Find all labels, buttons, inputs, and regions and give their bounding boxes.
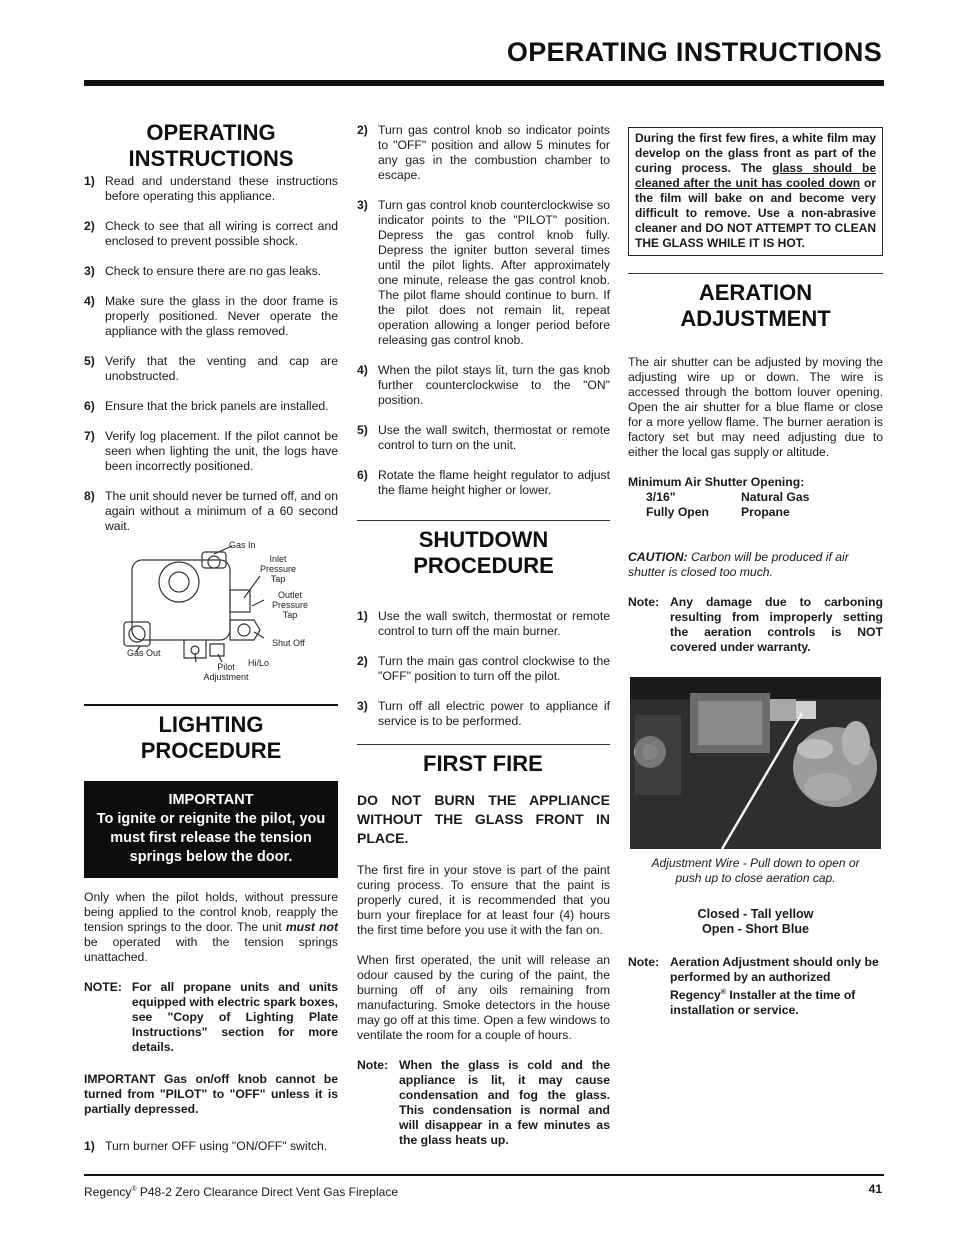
- note-label: NOTE:: [84, 980, 122, 994]
- step-number: 2): [357, 654, 368, 668]
- step-number: 2): [357, 123, 368, 137]
- list-item: [84, 1139, 338, 1154]
- step-number: 6): [84, 399, 95, 413]
- diagram-label-pilot-adjustment: Pilot Adjustment: [203, 662, 249, 682]
- step-number: 4): [357, 363, 368, 377]
- step-number: 5): [357, 423, 368, 437]
- lighting-paragraph-text: Only when the pilot holds, without pressure being applied to the control knob, reapply the tension springs to the door. The unit: [84, 890, 338, 934]
- closed-setting: Closed - Tall yellow: [697, 907, 814, 921]
- list-item: [84, 399, 338, 414]
- step-text: Ensure that the brick panels are installed.: [105, 399, 329, 413]
- diagram-label-hi-lo: Hi/Lo: [248, 658, 270, 668]
- step-number: 3): [357, 198, 368, 212]
- min-air-shutter-title: Minimum Air Shutter Opening:: [628, 475, 805, 489]
- table-row: [628, 505, 883, 520]
- step-number: 1): [84, 1139, 95, 1153]
- aeration-adjustment-photo: [630, 677, 881, 849]
- step-text: Verify log placement. If the pilot cannot be seen when lighting the unit, the logs have been incorrectly positioned.: [105, 429, 338, 473]
- step-number: 7): [84, 429, 95, 443]
- list-item: [357, 699, 610, 729]
- operating-instructions-heading: OPERATING INSTRUCTIONS: [128, 120, 294, 171]
- list-item: [357, 468, 610, 498]
- note-label: Note:: [628, 595, 660, 609]
- propane-note: [84, 980, 338, 1055]
- title-rule: [84, 80, 884, 86]
- note-text-end: Installer at the time of installation or service.: [670, 988, 856, 1018]
- caution-body: Carbon will be produced if air shutter is closed too much.: [628, 550, 849, 579]
- column-2: [357, 123, 610, 1148]
- step-text: Turn burner OFF using "ON/OFF" switch.: [105, 1139, 328, 1153]
- step-number: 4): [84, 294, 95, 308]
- gas-valve-diagram: [84, 540, 338, 690]
- step-number: 3): [84, 264, 95, 278]
- diagram-label-gas-in: Gas In: [229, 540, 256, 550]
- table-row: [628, 490, 883, 505]
- list-item: [84, 429, 338, 474]
- step-number: 3): [357, 699, 368, 713]
- lighting-steps: [84, 1139, 338, 1154]
- footer-rule: [84, 1174, 884, 1176]
- step-number: 6): [357, 468, 368, 482]
- warning-text-end: or the film will bake on and become very difficult to remove. Use a non-abrasive cleaner and DO NOT ATTEMPT TO CLEAN THE GLASS WHILE IT IS HOT.: [635, 176, 876, 250]
- important-title: IMPORTANT: [168, 792, 254, 808]
- step-number: 1): [357, 609, 368, 623]
- list-item: [357, 198, 610, 348]
- footer-registered-mark: ®: [131, 1186, 137, 1193]
- authorized-installer-note: [628, 955, 883, 1018]
- section-divider: [628, 273, 883, 274]
- step-number: 2): [84, 219, 95, 233]
- step-text: Use the wall switch, thermostat or remote control to turn off the main burner.: [378, 609, 610, 638]
- glass-cleaning-warning-box: [628, 127, 883, 256]
- open-setting: Open - Short Blue: [701, 922, 810, 936]
- diagram-label-gas-out: Gas Out: [127, 648, 161, 658]
- list-item: [357, 609, 610, 639]
- lighting-paragraph: [84, 890, 338, 965]
- note-label: Note:: [628, 955, 660, 969]
- list-item: [84, 489, 338, 534]
- section-divider: [357, 520, 610, 521]
- lighting-steps-continued: [357, 123, 610, 498]
- footer-brand: Regency: [84, 1185, 132, 1199]
- list-item: [357, 423, 610, 453]
- footer-product-name: [84, 1182, 398, 1200]
- step-text: Turn the main gas control clockwise to the "OFF" position to turn off the pilot.: [378, 654, 610, 683]
- step-text: Check to ensure there are no gas leaks.: [105, 264, 322, 278]
- first-fire-heading: FIRST FIRE: [423, 751, 543, 776]
- condensation-note: [357, 1058, 610, 1148]
- step-text: Check to see that all wiring is correct and enclosed to prevent possible shock.: [105, 219, 338, 248]
- step-text: When the pilot stays lit, turn the gas knob further counterclockwise to the "ON" position.: [378, 363, 610, 407]
- first-fire-paragraph-1: The first fire in your stove is part of the paint curing process. To ensure that the paint is properly cured, it is recommended that you burn your fireplace for at least four (4) hours the first time before you use it with the fan on.: [357, 863, 610, 937]
- list-item: [84, 264, 338, 279]
- footer-text: P48-2 Zero Clearance Direct Vent Gas Fireplace: [136, 1185, 398, 1199]
- lighting-paragraph-emphasis: must not: [285, 920, 338, 934]
- step-number: 5): [84, 354, 95, 368]
- lighting-paragraph-text-end: be operated with the tension springs unattached.: [84, 935, 338, 964]
- step-text: Turn gas control knob counterclockwise so indicator points to the "PILOT" position. Depress the gas control knob fully. Depress the igniter button several times until the pilot lights. After approximately one minute, release the gas control knob. The pilot flame should continue to burn. If the pilot does not remain lit, repeat operation allowing a longer period before releasing gas control knob.: [378, 198, 610, 347]
- step-text: The unit should never be turned off, and on again without a minimum of a 60 second wait.: [105, 489, 338, 533]
- aeration-paragraph: The air shutter can be adjusted by moving the adjusting wire up or down. The wire is accessed through the bottom louver opening. Open the air shutter for a blue flame or close for a more yellow flame. The burner aeration is factory set but may need adjusting due to either the local gas supply or altitude.: [628, 355, 883, 459]
- gas-type: Natural Gas: [741, 490, 810, 504]
- page-number: 41: [868, 1182, 882, 1196]
- step-text: Turn off all electric power to appliance if service is to be performed.: [378, 699, 610, 728]
- first-fire-warning: DO NOT BURN THE APPLIANCE WITHOUT THE GLASS FRONT IN PLACE.: [357, 792, 610, 846]
- caution-label: CAUTION:: [628, 550, 688, 564]
- step-text: Read and understand these instructions before operating this appliance.: [105, 174, 338, 203]
- note-text: Any damage due to carboning resulting from improperly setting the aeration controls is NOT covered under warranty.: [670, 595, 883, 654]
- list-item: [84, 294, 338, 339]
- column-3: [628, 127, 883, 1018]
- step-number: 8): [84, 489, 95, 503]
- diagram-label-outlet-pressure-tap: Outlet Pressure Tap: [271, 590, 308, 620]
- warning-underlined-text: glass should be cleaned after the unit has cooled down: [635, 161, 877, 190]
- list-item: [84, 219, 338, 249]
- shutdown-procedure-heading: SHUTDOWN PROCEDURE: [413, 527, 554, 578]
- step-text: Rotate the flame height regulator to adjust the flame height higher or lower.: [378, 468, 610, 497]
- shutdown-steps: [357, 609, 610, 729]
- list-item: [357, 123, 610, 183]
- adjustment-wire-photo-illustration: [630, 677, 881, 849]
- operating-steps: [84, 174, 338, 534]
- section-divider: [357, 744, 610, 745]
- diagram-label-inlet-pressure-tap: Inlet Pressure Tap: [259, 554, 296, 584]
- step-text: Make sure the glass in the door frame is properly positioned. Never operate the appliance with the glass removed.: [105, 294, 338, 338]
- caution-text: [628, 550, 883, 580]
- note-label: Note:: [357, 1058, 389, 1072]
- important-gas-knob: IMPORTANT Gas on/off knob cannot be turned from "PILOT" to "OFF" unless it is partially depressed.: [84, 1072, 338, 1116]
- step-text: Turn gas control knob so indicator points to "OFF" position and allow 5 minutes for any gas in the combustion chamber to escape.: [378, 123, 610, 182]
- list-item: [84, 174, 338, 204]
- shutter-opening: 3/16": [646, 490, 676, 504]
- section-divider: [84, 704, 338, 706]
- registered-mark: ®: [720, 989, 726, 996]
- first-fire-paragraph-2: When first operated, the unit will release an odour caused by the curing of the paint, the burning off of any oils remaining from manufacturing. Smoke detectors in the house may go off at this time. Open a few windows to ventilate the room for a couple of hours.: [357, 953, 610, 1042]
- note-text: When the glass is cold and the appliance is lit, it may cause condensation and fog the glass. This condensation is normal and will disappear in a few minutes as the glass heats up.: [399, 1058, 610, 1147]
- photo-caption: Adjustment Wire - Pull down to open or push up to close aeration cap.: [651, 856, 860, 885]
- note-text-start: Aeration Adjustment should only be performed by an authorized Regency: [670, 955, 879, 1003]
- shutter-opening: Fully Open: [646, 505, 709, 519]
- step-number: 1): [84, 174, 95, 188]
- important-notice-box: [84, 781, 338, 878]
- step-text: Verify that the venting and cap are unobstructed.: [105, 354, 338, 383]
- gas-type: Propane: [741, 505, 790, 519]
- lighting-procedure-heading: LIGHTING PROCEDURE: [140, 712, 282, 763]
- diagram-label-shut-off: Shut Off: [272, 638, 305, 648]
- step-text: Use the wall switch, thermostat or remote control to turn on the unit.: [378, 423, 610, 452]
- carboning-note: [628, 595, 883, 655]
- note-text: [670, 955, 883, 1018]
- aeration-adjustment-heading: AERATION ADJUSTMENT: [680, 280, 831, 331]
- list-item: [357, 654, 610, 684]
- list-item: [357, 363, 610, 408]
- column-1: [84, 120, 338, 1169]
- list-item: [84, 354, 338, 384]
- warning-text: During the first few fires, a white film may develop on the glass front as part of the curing process. The: [635, 131, 876, 175]
- important-text: To ignite or reignite the pilot, you must first release the tension springs below the door.: [96, 811, 326, 865]
- note-text: For all propane units and units equipped with electric spark boxes, see "Copy of Lighting Plate Instructions" section for more details.: [131, 980, 338, 1054]
- page-title: OPERATING INSTRUCTIONS: [506, 37, 882, 67]
